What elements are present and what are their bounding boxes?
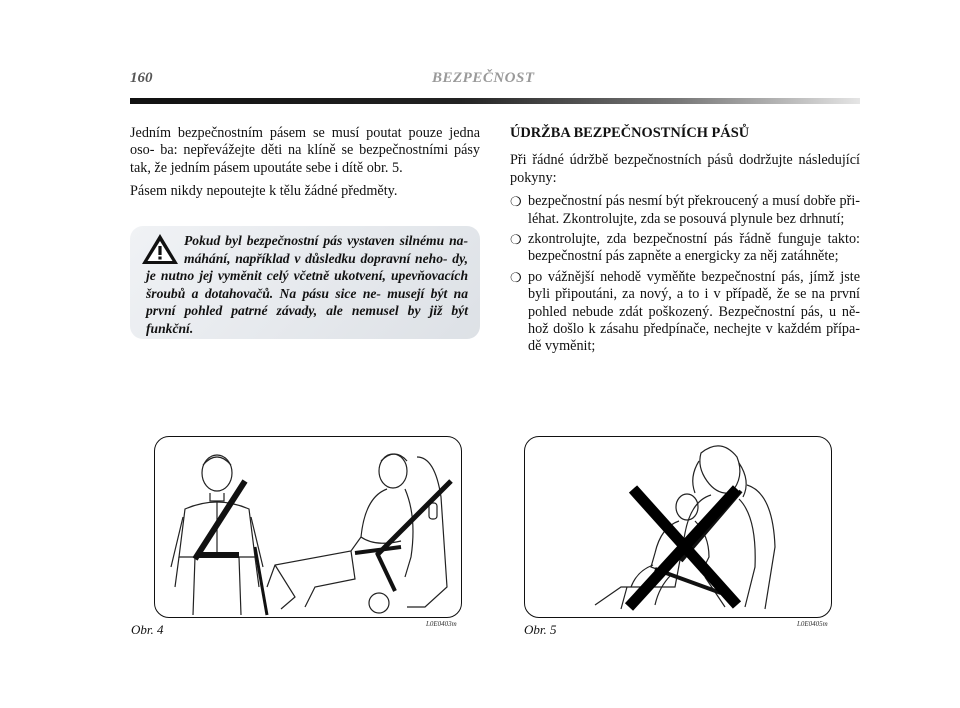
list-item-text: po vážnější nehodě vyměňte bezpečnostní pás, jímž jste byli připoutáni, za nový, a to i v případě, že se na první pohled nebude zdát poškozený. Bezpečnostní pás, u ně- hož došlo k zásahu předpínače, nechejte v každém přípa- dě vyměnit; xyxy=(528,268,860,355)
figure-4-label: Obr. 4 xyxy=(131,622,164,637)
bullet-circle-icon: ❍ xyxy=(510,232,522,248)
bullet-circle-icon: ❍ xyxy=(510,194,522,210)
header-divider-bar xyxy=(130,98,860,104)
icon-spacer xyxy=(146,232,184,266)
right-column xyxy=(510,125,860,359)
warning-text-content: Pokud byl bezpečnostní pás vystaven silnému na- máhání, například v důsledku dopravní neho- dy, je nutno jej vyměnit celý včetně ukotvení, upevňovacích šroubů a dotahovačů. Na pásu sice ne- musejí být na první pohled patrné závady, ale nemusel by již být funkční. xyxy=(146,233,468,336)
paragraph-no-objects: Pásem nikdy nepoutejte k tělu žádné předměty. xyxy=(130,183,398,200)
bullet-circle-icon: ❍ xyxy=(510,269,522,285)
maintenance-intro: Při řádné údržbě bezpečnostních pásů dodržujte následující pokyny: xyxy=(510,152,860,186)
figure-4-correct-belt-use xyxy=(154,436,462,618)
page-number: 160 xyxy=(130,70,153,86)
seatbelt-illustration-incorrect xyxy=(525,437,831,617)
figure-5-incorrect-child-on-lap xyxy=(524,436,832,618)
figure-5-code: L0E0405m xyxy=(797,620,828,628)
maintenance-title: ÚDRŽBA BEZPEČNOSTNÍCH PÁSŮ xyxy=(510,125,750,141)
list-item-text: bezpečnostní pás nesmí být překroucený a musí dobře při- léhat. Zkontrolujte, zda se posouvá plynule bez drhnutí; xyxy=(528,193,860,227)
section-title: BEZPEČNOST xyxy=(432,70,535,86)
list-item xyxy=(510,193,860,228)
left-column xyxy=(130,125,480,207)
warning-text xyxy=(146,232,468,338)
list-item xyxy=(510,231,860,266)
list-item-text: zkontrolujte, zda bezpečnostní pás řádně funguje takto: bezpečnostní pás zapněte a energicky za něj zatáhněte; xyxy=(528,231,860,265)
list-item xyxy=(510,269,860,356)
figure-5-label: Obr. 5 xyxy=(524,622,557,637)
figure-4-code: L0E0403m xyxy=(426,620,457,628)
paragraph-one-person-per-belt: Jedním bezpečnostním pásem se musí poutat pouze jedna oso- ba: nepřevážejte děti na klíně se bezpečnostními pásy tak, že jedním pásem upoutáte sebe i dítě obr. 5. xyxy=(130,125,480,176)
seatbelt-illustration-correct xyxy=(155,437,461,617)
